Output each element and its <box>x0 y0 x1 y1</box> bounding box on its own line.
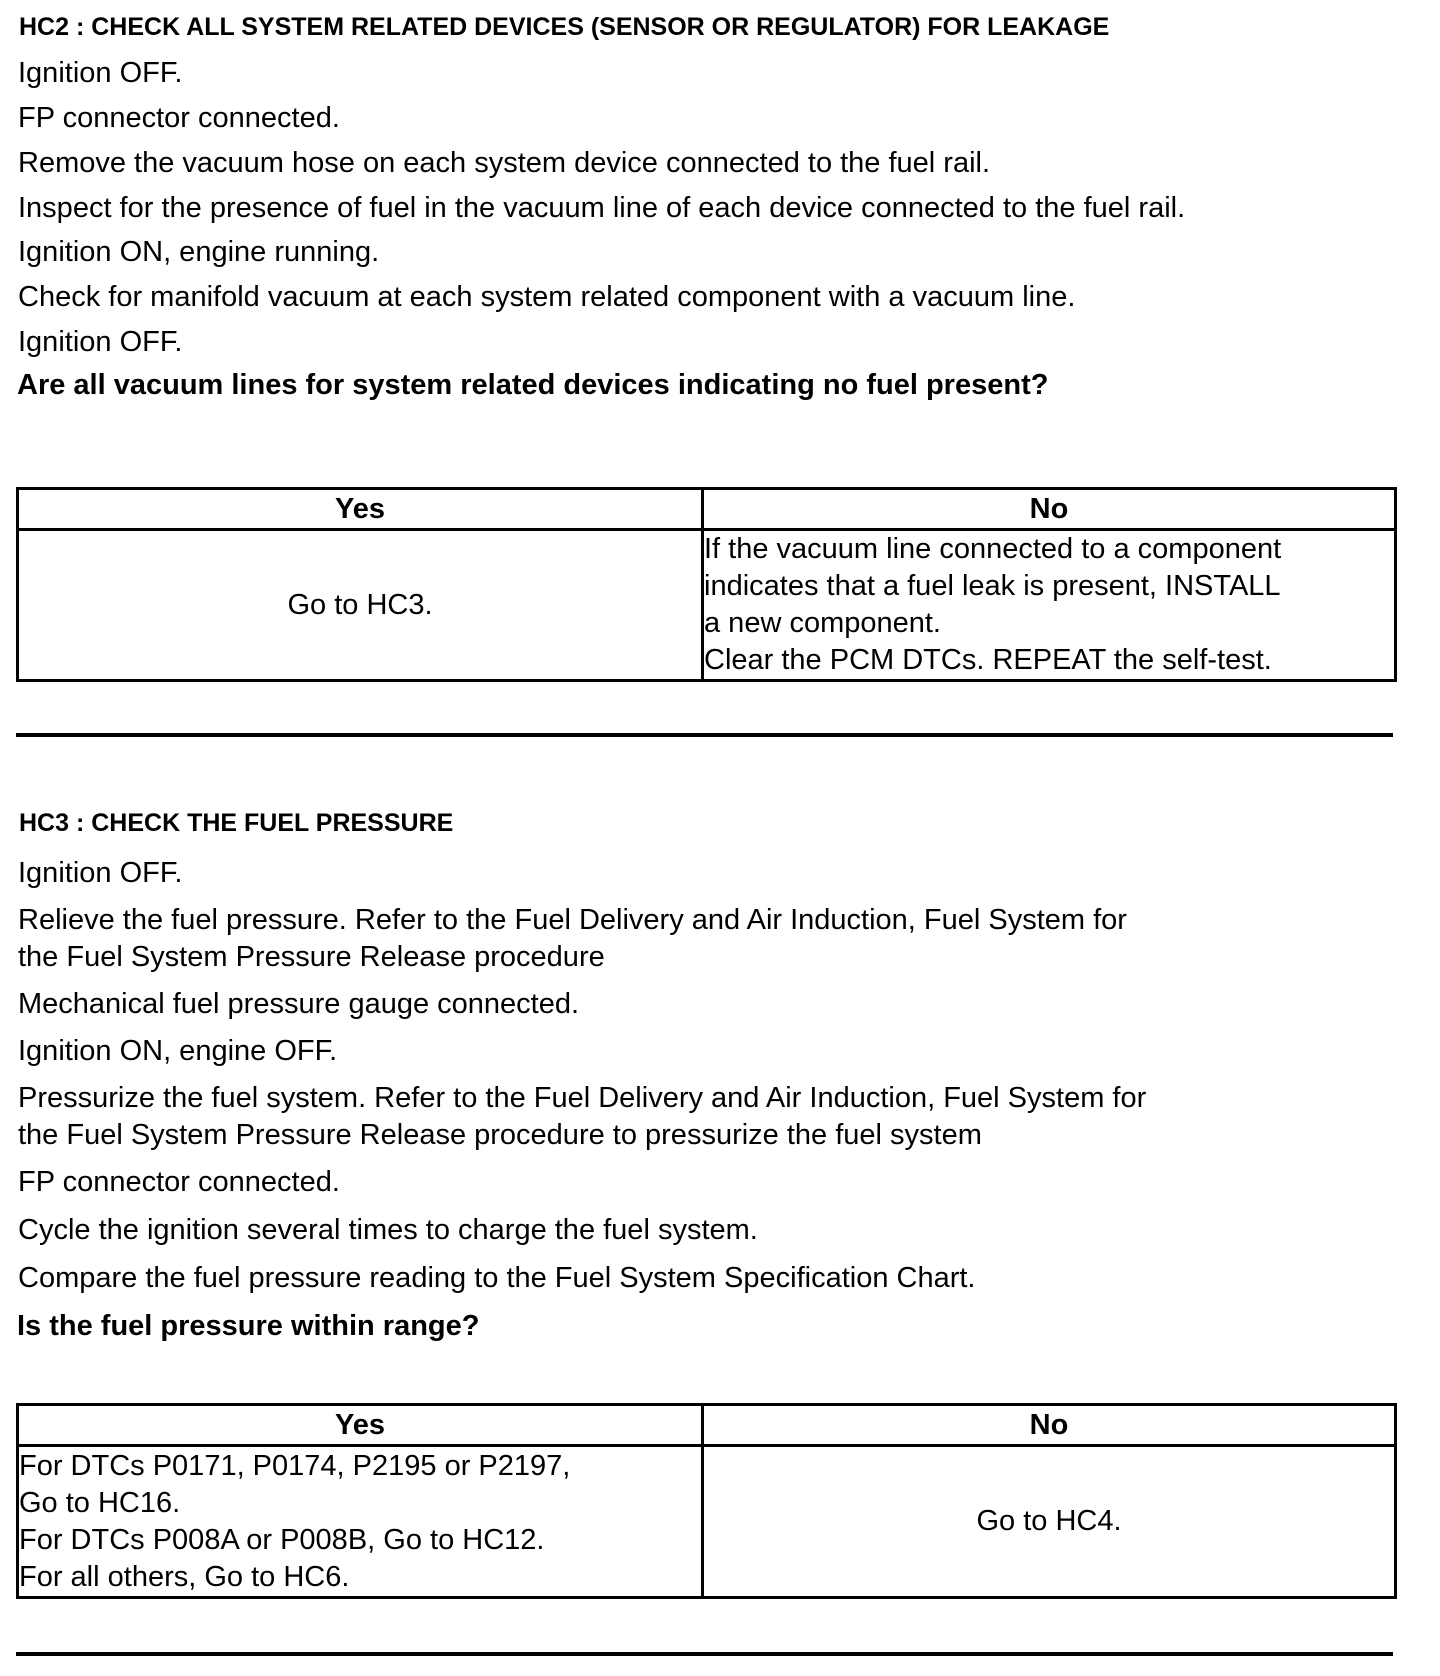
hc3-step: Relieve the fuel pressure. Refer to the Fuel Delivery and Air Induction, Fuel System for <box>18 904 1127 936</box>
hc2-no-line: a new component. <box>704 607 941 639</box>
hc2-step: Ignition OFF. <box>18 326 183 358</box>
hc3-no-header: No <box>703 1405 1396 1446</box>
hc3-step: Mechanical fuel pressure gauge connected. <box>18 988 580 1020</box>
hc3-yes-line: For DTCs P008A or P008B, Go to HC12. <box>19 1523 545 1556</box>
hc3-step-continued: the Fuel System Pressure Release procedure to pressurize the fuel system <box>18 1119 982 1151</box>
hc2-step: Inspect for the presence of fuel in the vacuum line of each device connected to the fuel rail. <box>18 192 1186 224</box>
hc2-step: Ignition OFF. <box>18 57 183 89</box>
hc3-yes-header: Yes <box>18 1405 703 1446</box>
hc2-step: Check for manifold vacuum at each system related component with a vacuum line. <box>18 281 1076 313</box>
hc3-heading: HC3 : CHECK THE FUEL PRESSURE <box>19 809 454 837</box>
hc3-yes-line: For DTCs P0171, P0174, P2195 or P2197, <box>19 1449 571 1482</box>
hc3-step-continued: the Fuel System Pressure Release procedure <box>18 941 605 973</box>
hc2-no-line: Clear the PCM DTCs. REPEAT the self-test. <box>704 644 1272 676</box>
hc2-heading: HC2 : CHECK ALL SYSTEM RELATED DEVICES (SENSOR OR REGULATOR) FOR LEAKAGE <box>19 13 1110 41</box>
hc3-yes-line: Go to HC16. <box>19 1486 181 1519</box>
hc2-step: Ignition ON, engine running. <box>18 236 380 268</box>
hc2-no-header: No <box>703 489 1396 530</box>
hc2-yes-cell: Go to HC3. <box>18 530 703 681</box>
hc3-step: Ignition OFF. <box>18 857 183 889</box>
hc3-step: FP connector connected. <box>18 1166 340 1198</box>
hc3-no-cell: Go to HC4. <box>703 1446 1396 1598</box>
hc2-no-cell <box>703 530 1396 681</box>
hc3-step: Ignition ON, engine OFF. <box>18 1035 338 1067</box>
hc3-yes-cell <box>18 1446 703 1598</box>
hc2-step: FP connector connected. <box>18 102 340 134</box>
section-divider <box>16 1652 1393 1656</box>
hc2-decision-table <box>16 487 1397 682</box>
hc3-yes-line: For all others, Go to HC6. <box>19 1560 350 1593</box>
section-divider <box>16 733 1393 737</box>
hc2-step: Remove the vacuum hose on each system device connected to the fuel rail. <box>18 147 991 179</box>
hc2-yes-header: Yes <box>18 489 703 530</box>
hc3-step: Compare the fuel pressure reading to the Fuel System Specification Chart. <box>18 1262 976 1294</box>
hc3-decision-table <box>16 1403 1397 1599</box>
hc3-step: Pressurize the fuel system. Refer to the Fuel Delivery and Air Induction, Fuel System for <box>18 1082 1147 1114</box>
hc3-question: Is the fuel pressure within range? <box>17 1310 480 1342</box>
hc2-no-line: If the vacuum line connected to a component <box>704 533 1282 565</box>
hc2-no-line: indicates that a fuel leak is present, INSTALL <box>704 570 1281 602</box>
hc2-question: Are all vacuum lines for system related devices indicating no fuel present? <box>17 369 1049 401</box>
hc3-step: Cycle the ignition several times to charge the fuel system. <box>18 1214 758 1246</box>
